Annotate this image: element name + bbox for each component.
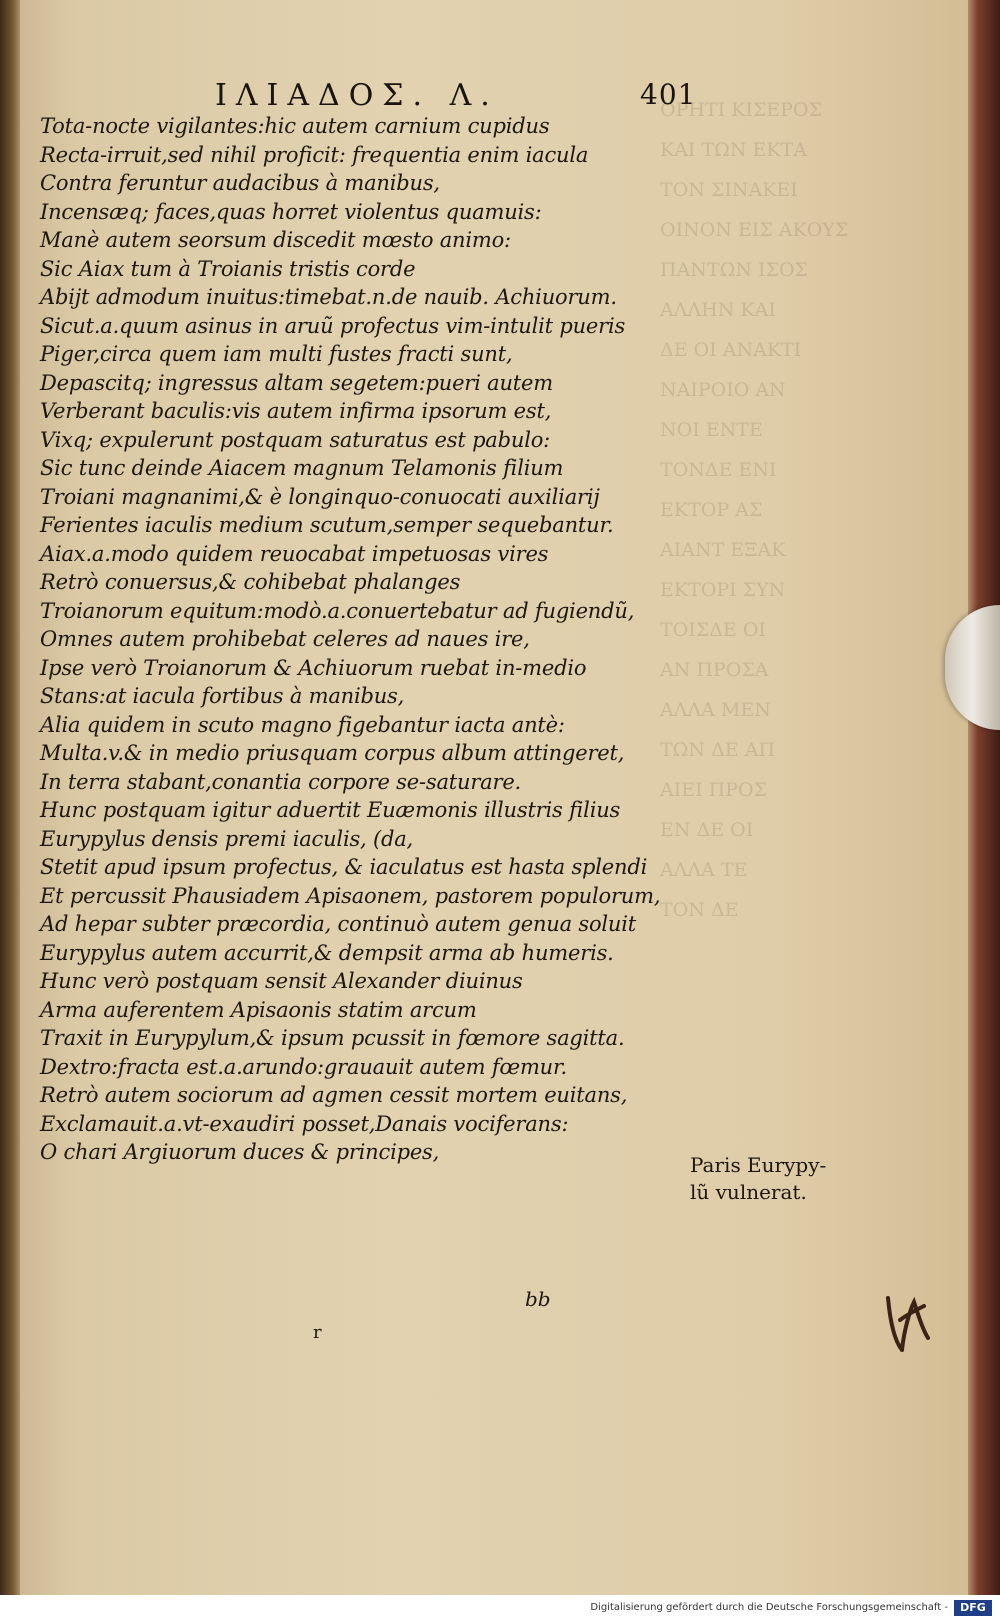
text-line: Abijt admodum inuitus:timebat.n.de nauib. Achiuorum. (40, 285, 617, 309)
text-line: Tota-nocte vigilantes:hic autem carnium cupidus (40, 114, 550, 138)
page-number: 401 (640, 78, 697, 111)
marginal-note-line: lũ vulnerat. (690, 1180, 807, 1204)
dfg-logo: DFG (954, 1600, 992, 1616)
text-line: In terra stabant,conantia corpore se-saturare. (40, 769, 522, 794)
text-line: Retrò autem sociorum ad agmen cessit mortem euitans, (40, 1083, 628, 1107)
text-line: Manè autem seorsum discedit mœsto animo: (40, 228, 511, 252)
text-line: O chari Argiuorum duces & principes, (40, 1140, 440, 1164)
text-line: Ferientes iaculis medium scutum,semper sequebantur. (40, 513, 614, 537)
text-line: Arma auferentem Apisaonis statim arcum (40, 997, 477, 1022)
marginal-note (690, 1152, 826, 1206)
text-line: Eurypylus densis premi iaculis, (da, (40, 826, 414, 851)
marginal-note-line: Paris Eurypy- (690, 1153, 827, 1177)
text-line: Sic tunc deinde Aiacem magnum Telamonis filium (40, 456, 564, 480)
text-line: Retrò conuersus,& cohibebat phalanges (40, 570, 461, 594)
text-line: Dextro:fracta est.a.arundo:grauauit autem fœmur. (40, 1054, 567, 1079)
text-line: Troiani magnanimi,& è longinquo-conuocati auxiliarij (40, 484, 600, 509)
text-line: Stans:at iacula fortibus à manibus, (40, 684, 405, 708)
text-line: Ipse verò Troianorum & Achiuorum ruebat in-medio (40, 655, 587, 680)
bleed-through-text: ΟΡΗΤΙ ΚΙΣΕΡΟΣ ΚΑΙ ΤΩΝ ΕΚΤΑ ΤΟΝ ΣΙΝΑΚΕΙ ΟΙΝΟΝ ΕΙΣ ΑΚΟΥΣ ΠΑΝΤΩΝ ΙΣΟΣ ΑΛΛΗΝ ΚΑΙ ΔΕ ΟΙ ΑΝΑΚΤΙ ΝΑΙΡΟΙΟ ΑΝ ΝΟΙ ΕΝΤΕ ΤΟΝΔΕ ΕΝΙ ΕΚΤΟΡ ΑΣ ΑΙΑΝΤ ΕΞΑΚ ΕΚΤΟΡΙ ΣΥΝ ΤΟΙΣΔΕ ΟΙ ΑΝ ΠΡΟΣΑ ΑΛΛΑ ΜΕΝ ΤΩΝ ΔΕ ΑΠ ΑΙΕΙ ΠΡΟΣ ΕΝ ΔΕ ΟΙ ΑΛΛΑ ΤΕ ΤΟΝ ΔΕ (660, 99, 849, 921)
text-line: Sic Aiax tum à Troianis tristis corde (40, 256, 416, 281)
text-line: Depascitq; ingressus altam segetem:pueri autem (40, 370, 553, 395)
footer-credit: Digitalisierung gefördert durch die Deutsche Forschungsgemeinschaft - (590, 1602, 948, 1613)
text-line: Exclamauit.a.vt-exaudiri posset,Danais vociferans: (40, 1111, 569, 1136)
text-line: Traxit in Eurypylum,& ipsum pcussit in fœmore sagitta. (40, 1026, 625, 1050)
text-line: Et percussit Phausiadem Apisaonem, pastorem populorum, (40, 883, 661, 908)
text-line: Ad hepar subter præcordia, continuò autem genua soluit (40, 912, 637, 936)
text-line: Alia quidem in scuto magno figebantur iacta antè: (40, 712, 565, 737)
text-line: Incensæq; faces,quas horret violentus quamuis: (40, 199, 542, 224)
signature-mark: r (313, 1322, 322, 1343)
binding-edge (0, 0, 22, 1595)
text-line: Contra feruntur audacibus à manibus, (40, 171, 440, 195)
text-line: Verberant baculis:vis autem infirma ipsorum est, (40, 399, 552, 423)
text-line: Eurypylus autem accurrit,& dempsit arma ab humeris. (40, 940, 614, 965)
text-line: Recta-irruit,sed nihil proficit: frequentia enim iacula (40, 142, 589, 167)
text-block (40, 112, 690, 1167)
footer-bar (0, 1595, 1000, 1622)
handwritten-mark (880, 1280, 940, 1355)
text-line: Multa.v.& in medio priusquam corpus album attingeret, (40, 741, 625, 765)
text-line: Stetit apud ipsum profectus, & iaculatus est hasta splendi (40, 855, 648, 879)
running-head: ΙΛΙΑΔΟΣ. Λ. (215, 78, 499, 113)
text-line: Sicut.a.quum asinus in aruũ profectus vim-intulit pueris (40, 313, 626, 338)
text-line: Aiax.a.modo quidem reuocabat impetuosas vires (40, 541, 549, 566)
text-line: Hunc postquam igitur aduertit Euæmonis illustris filius (40, 798, 621, 822)
text-line: Omnes autem prohibebat celeres ad naues ire, (40, 627, 530, 651)
text-line: Piger,circa quem iam multi fustes fracti sunt, (40, 342, 513, 366)
text-line: Hunc verò postquam sensit Alexander diuinus (40, 969, 523, 993)
text-line: Vixq; expulerunt postquam saturatus est pabulo: (40, 427, 551, 452)
book-fore-edge (968, 0, 1000, 1595)
text-line: Troianorum equitum:modò.a.conuertebatur ad fugiendũ, (40, 598, 635, 623)
catchword: bb (525, 1287, 551, 1311)
